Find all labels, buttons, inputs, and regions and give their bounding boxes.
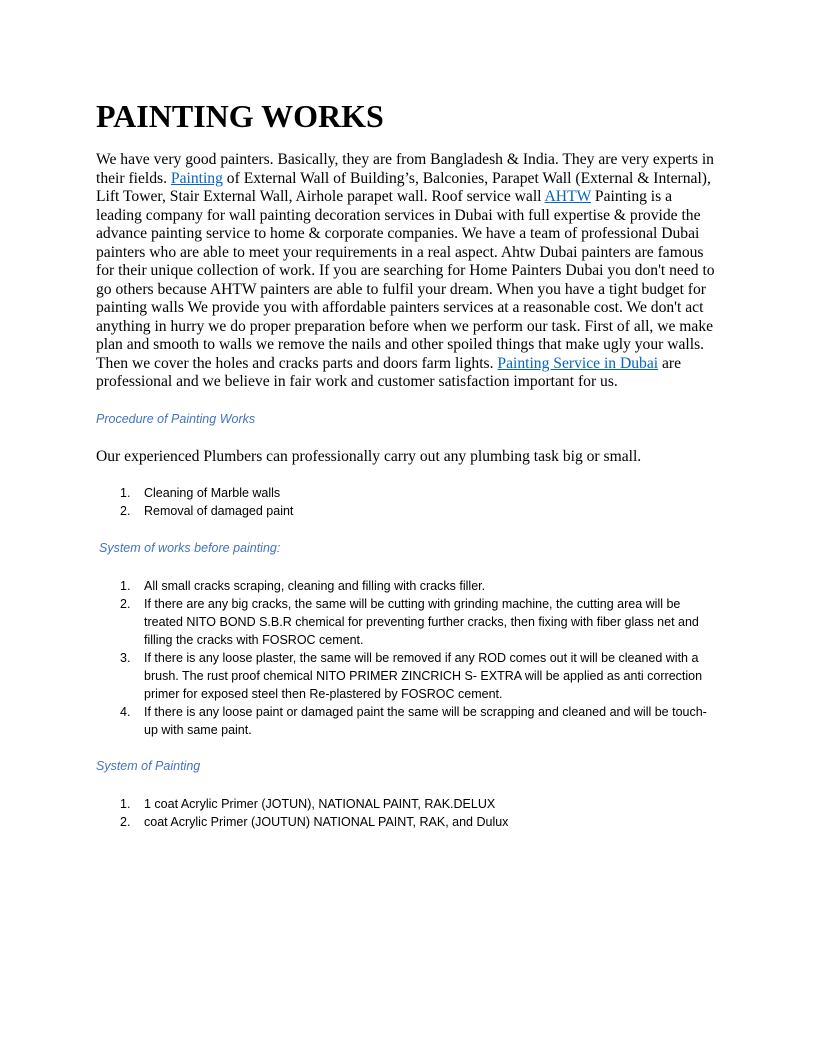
before-painting-list: [96, 577, 720, 739]
list-text: If there is any loose plaster, the same will be removed if any ROD comes out it will be cleaned with a brush. The rust proof chemical NITO PRIMER ZINCRICH S- EXTRA will be applied as anti correction primer for exposed steel then Re-plastered by FOSROC cement.: [144, 650, 703, 701]
list-text: coat Acrylic Primer (JOUTUN) NATIONAL PAINT, RAK, and Dulux: [144, 814, 509, 829]
list-number: 1.: [120, 796, 131, 811]
list-number: 2.: [120, 814, 131, 829]
list-text: Cleaning of Marble walls: [144, 485, 281, 500]
list-text: 1 coat Acrylic Primer (JOTUN), NATIONAL PAINT, RAK.DELUX: [144, 796, 496, 811]
list-item: [96, 484, 720, 502]
list-item: [96, 649, 720, 703]
page-title: PAINTING WORKS: [96, 98, 384, 134]
painting-link[interactable]: Painting: [170, 169, 223, 187]
list-item: [96, 577, 720, 595]
system-of-painting-list: [96, 795, 720, 831]
intro-paragraph: [96, 151, 720, 392]
document-page: [96, 96, 720, 831]
procedure-intro: Our experienced Plumbers can professionally carry out any plumbing task big or small.: [96, 447, 642, 465]
list-text: If there are any big cracks, the same will be cutting with grinding machine, the cutting area will be treated NITO BOND S.B.R chemical for preventing further cracks, then fixing with fiber glass net and filling the cracks with FOSROC cement.: [144, 596, 699, 647]
list-text: All small cracks scraping, cleaning and filling with cracks filler.: [144, 578, 486, 593]
list-number: 1.: [120, 578, 131, 593]
list-number: 2.: [120, 596, 131, 611]
intro-text-4: are professional and we believe in fair work and customer satisfaction important for us.: [96, 354, 682, 390]
intro-text-2: of External Wall of Building’s, Balconies, Parapet Wall (External & Internal), Lift Tower, Stair External Wall, Airhole parapet wall. Roof service wall: [96, 169, 711, 205]
list-text: Removal of damaged paint: [144, 503, 294, 518]
system-of-painting-heading: System of Painting: [96, 758, 201, 773]
ahtw-link[interactable]: AHTW: [544, 188, 592, 205]
intro-text-3: Painting is a leading company for wall painting decoration services in Dubai with full expertise & provide the advance painting service to home & corporate companies. We have a team of professional Dubai painters who are able to meet your requirements in a real aspect. Ahtw Dubai painters are famous for their unique collection of work. If you are searching for Home Painters Dubai you don't need to go others because AHTW painters are able to fulfil your dream. When you have a tight budget for painting walls We provide you with affordable painters services at a reasonable cost. We don't act anything in hurry we do proper preparation before when we perform our task. First of all, we make plan and smooth to walls we remove the nails and other spoiled things that make ugly your walls. Then we cover the holes and cracks parts and doors farm lights.: [96, 188, 715, 372]
procedure-heading: Procedure of Painting Works: [96, 411, 256, 426]
list-number: 3.: [120, 650, 131, 665]
list-item: [96, 813, 720, 831]
list-text: If there is any loose paint or damaged paint the same will be scrapping and cleaned and will be touch-up with same paint.: [144, 704, 707, 737]
list-number: 2.: [120, 503, 131, 518]
painting-service-dubai-link[interactable]: Painting Service in Dubai: [497, 354, 659, 372]
procedure-list: [96, 484, 720, 520]
list-number: 4.: [120, 704, 131, 719]
list-item: [96, 595, 720, 649]
list-item: [96, 502, 720, 520]
list-item: [96, 703, 720, 739]
list-number: 1.: [120, 485, 131, 500]
before-painting-heading: System of works before painting:: [99, 540, 281, 555]
intro-text-1: We have very good painters. Basically, they are from Bangladesh & India. They are very experts in their fields.: [96, 151, 714, 187]
list-item: [96, 795, 720, 813]
